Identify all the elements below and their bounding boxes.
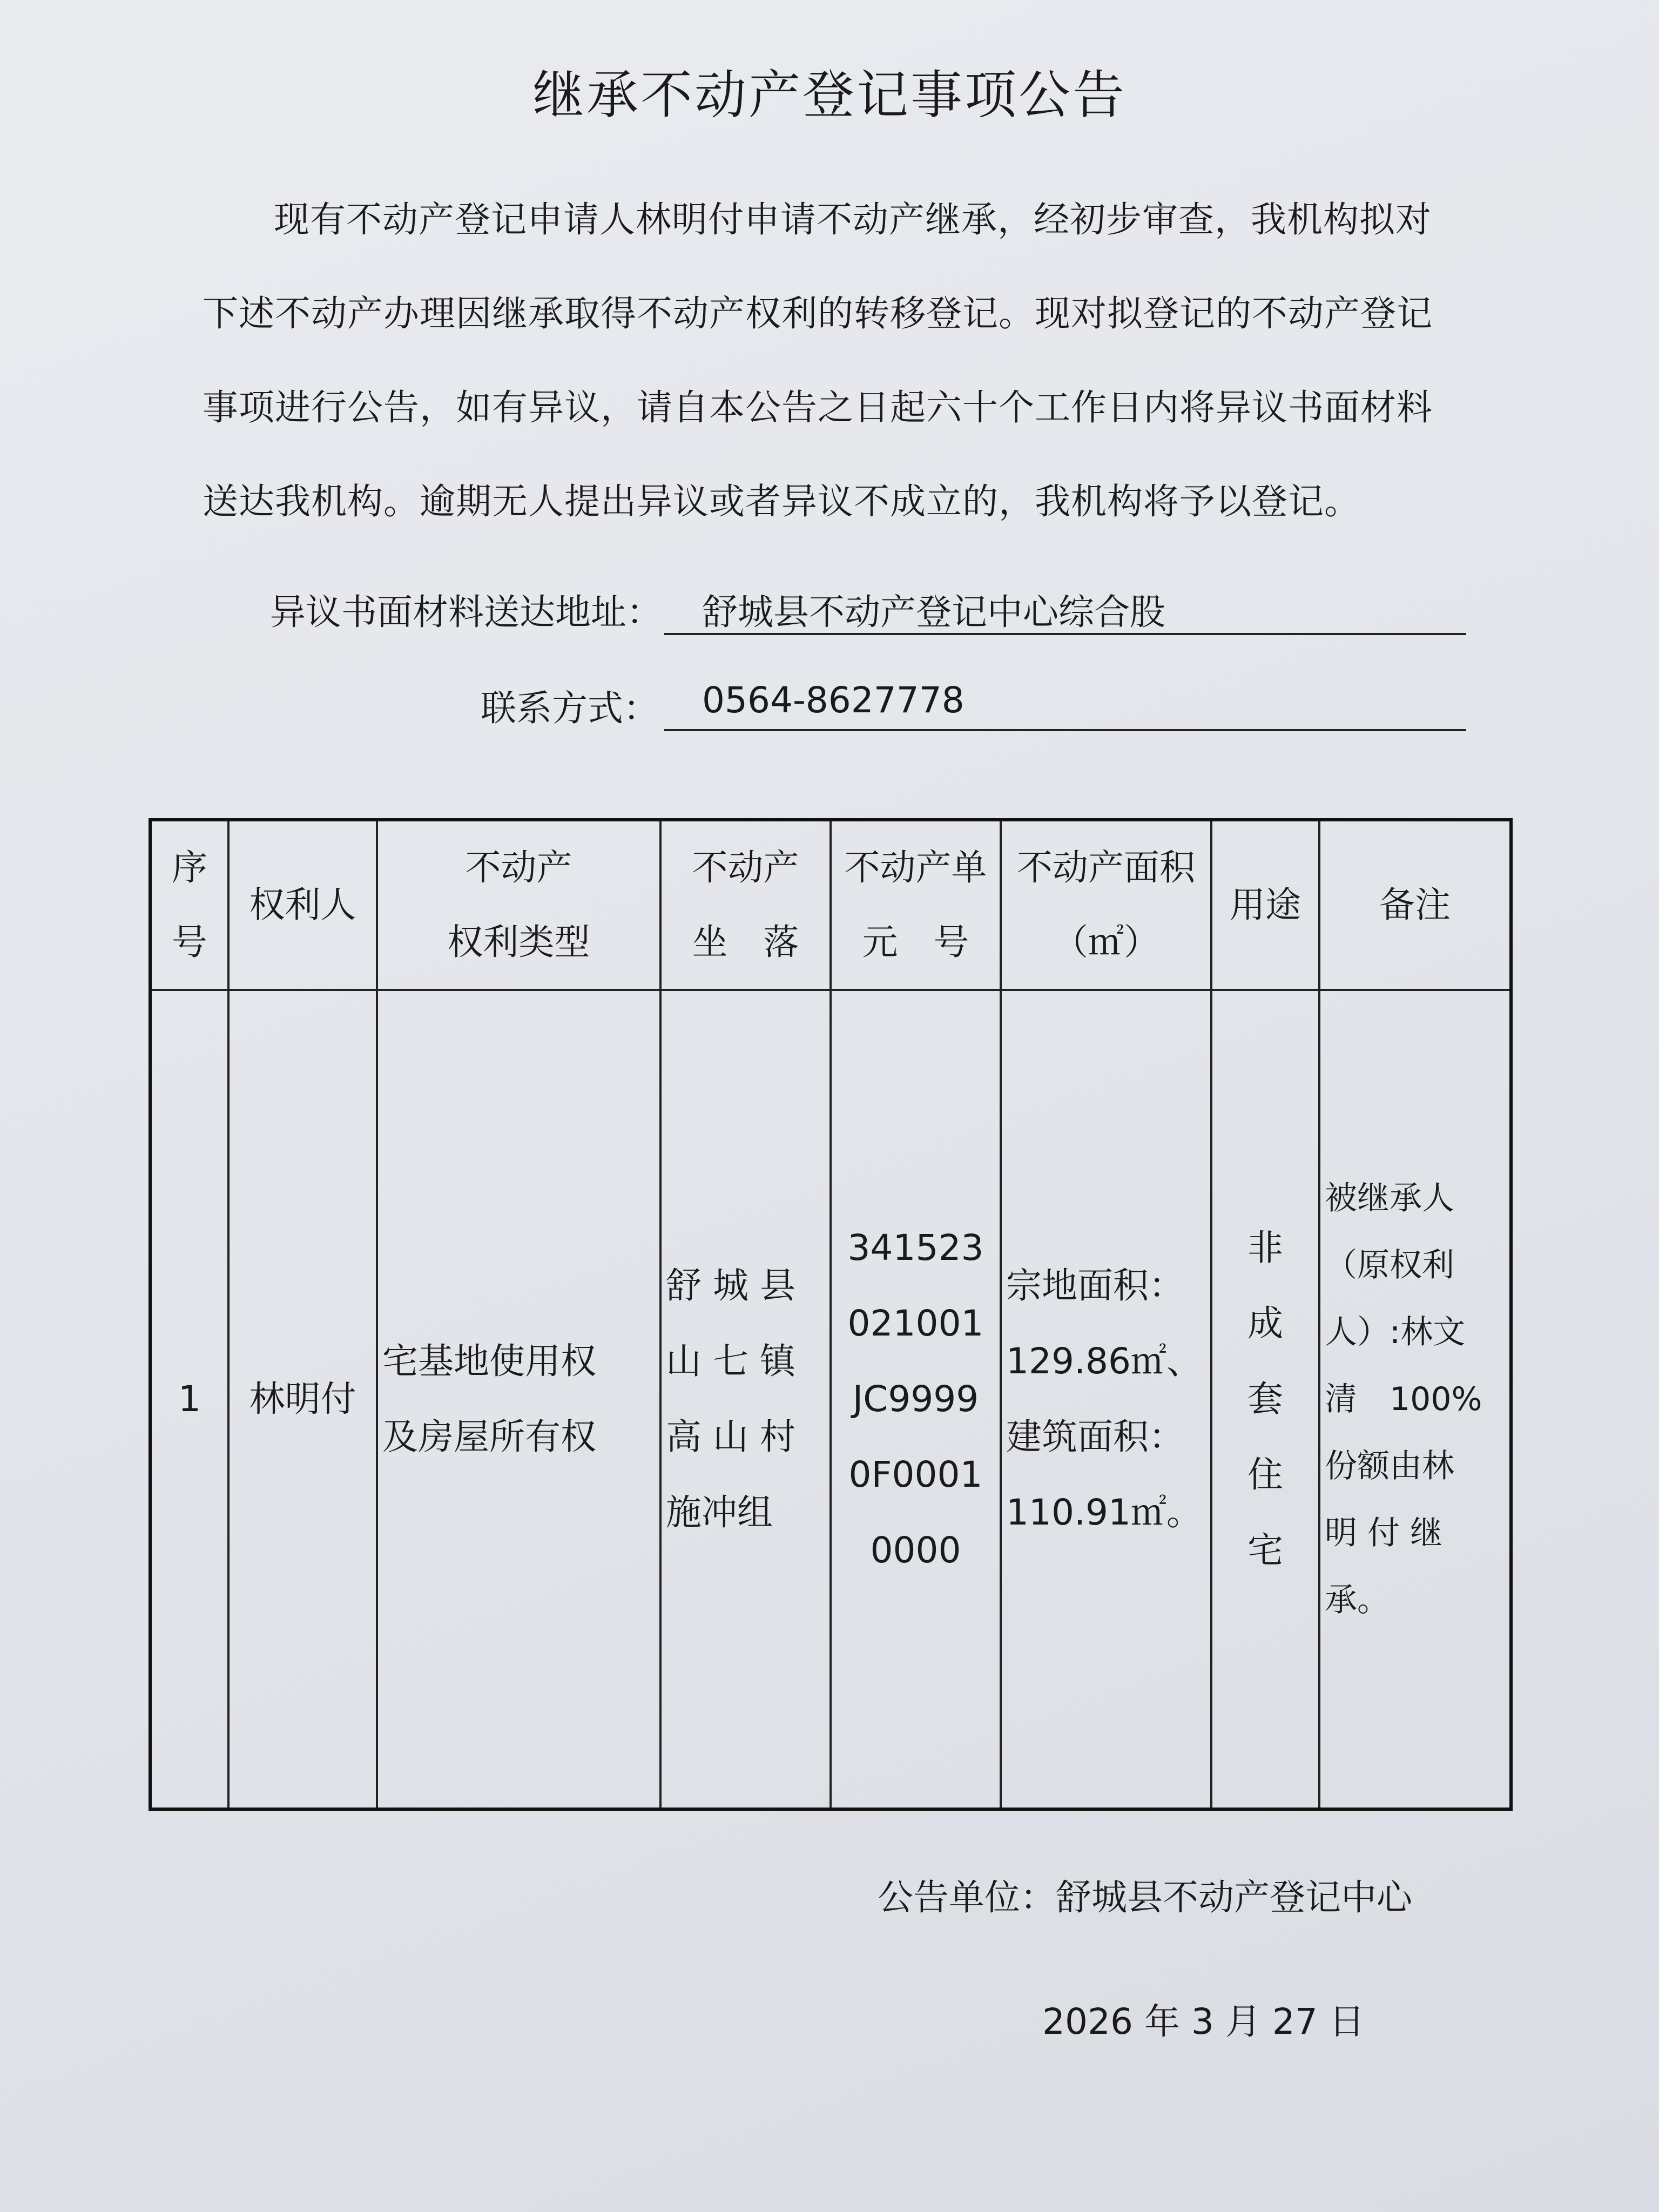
- contact-value: 0564-8627778: [664, 679, 1466, 731]
- objection-address-value: 舒城县不动产登记中心综合股: [664, 583, 1466, 635]
- header-holder: 权利人: [228, 820, 377, 990]
- table-header-row: [150, 820, 1511, 990]
- header-seq: 序号: [150, 820, 228, 990]
- header-unit-no: 不动产单 元 号: [831, 820, 1001, 990]
- header-area: 不动产面积 （㎡）: [1001, 820, 1211, 990]
- registration-table: [149, 818, 1513, 1811]
- cell-seq: 1: [150, 990, 228, 1809]
- cell-right-type: 宅基地使用权 及房屋所有权: [377, 990, 660, 1809]
- contact-row: [0, 679, 1659, 733]
- cell-holder: 林明付: [228, 990, 377, 1809]
- notice-date: 2026 年 3 月 27 日: [1042, 2001, 1365, 2042]
- cell-usage: 非 成 套 住 宅: [1211, 990, 1319, 1809]
- header-usage: 用途: [1211, 820, 1319, 990]
- cell-remark: 被继承人 （原权利 人）:林文 清 100% 份额由林 明 付 继 承。: [1319, 990, 1511, 1809]
- objection-address-label: 异议书面材料送达地址：: [270, 591, 662, 633]
- issuer-line: 公告单位：舒城县不动产登记中心: [878, 1877, 1412, 1918]
- table-row: [150, 990, 1511, 1809]
- header-remark: 备注: [1319, 820, 1511, 990]
- header-location: 不动产 坐 落: [660, 820, 831, 990]
- cell-unit-no: 341523 021001 JC9999 0F0001 0000: [831, 990, 1001, 1809]
- contact-label: 联系方式：: [481, 687, 659, 729]
- notice-title: 继承不动产登记事项公告: [532, 65, 1127, 125]
- objection-address-row: [0, 583, 1659, 637]
- cell-location: 舒 城 县 山 七 镇 高 山 村 施冲组: [660, 990, 831, 1809]
- notice-body: 现有不动产登记申请人林明付申请不动产继承，经初步审查，我机构拟对下述不动产办理因继承取得不动产权利的转移登记。现对拟登记的不动产登记事项进行公告，如有异议，请自本公告之日起六十个工作日内将异议书面材料送达我机构。逾期无人提出异议或者异议不成立的，我机构将予以登记。: [203, 199, 1433, 522]
- cell-area: 宗地面积： 129.86㎡、 建筑面积： 110.91㎡。: [1001, 990, 1211, 1809]
- header-right-type: 不动产 权利类型: [377, 820, 660, 990]
